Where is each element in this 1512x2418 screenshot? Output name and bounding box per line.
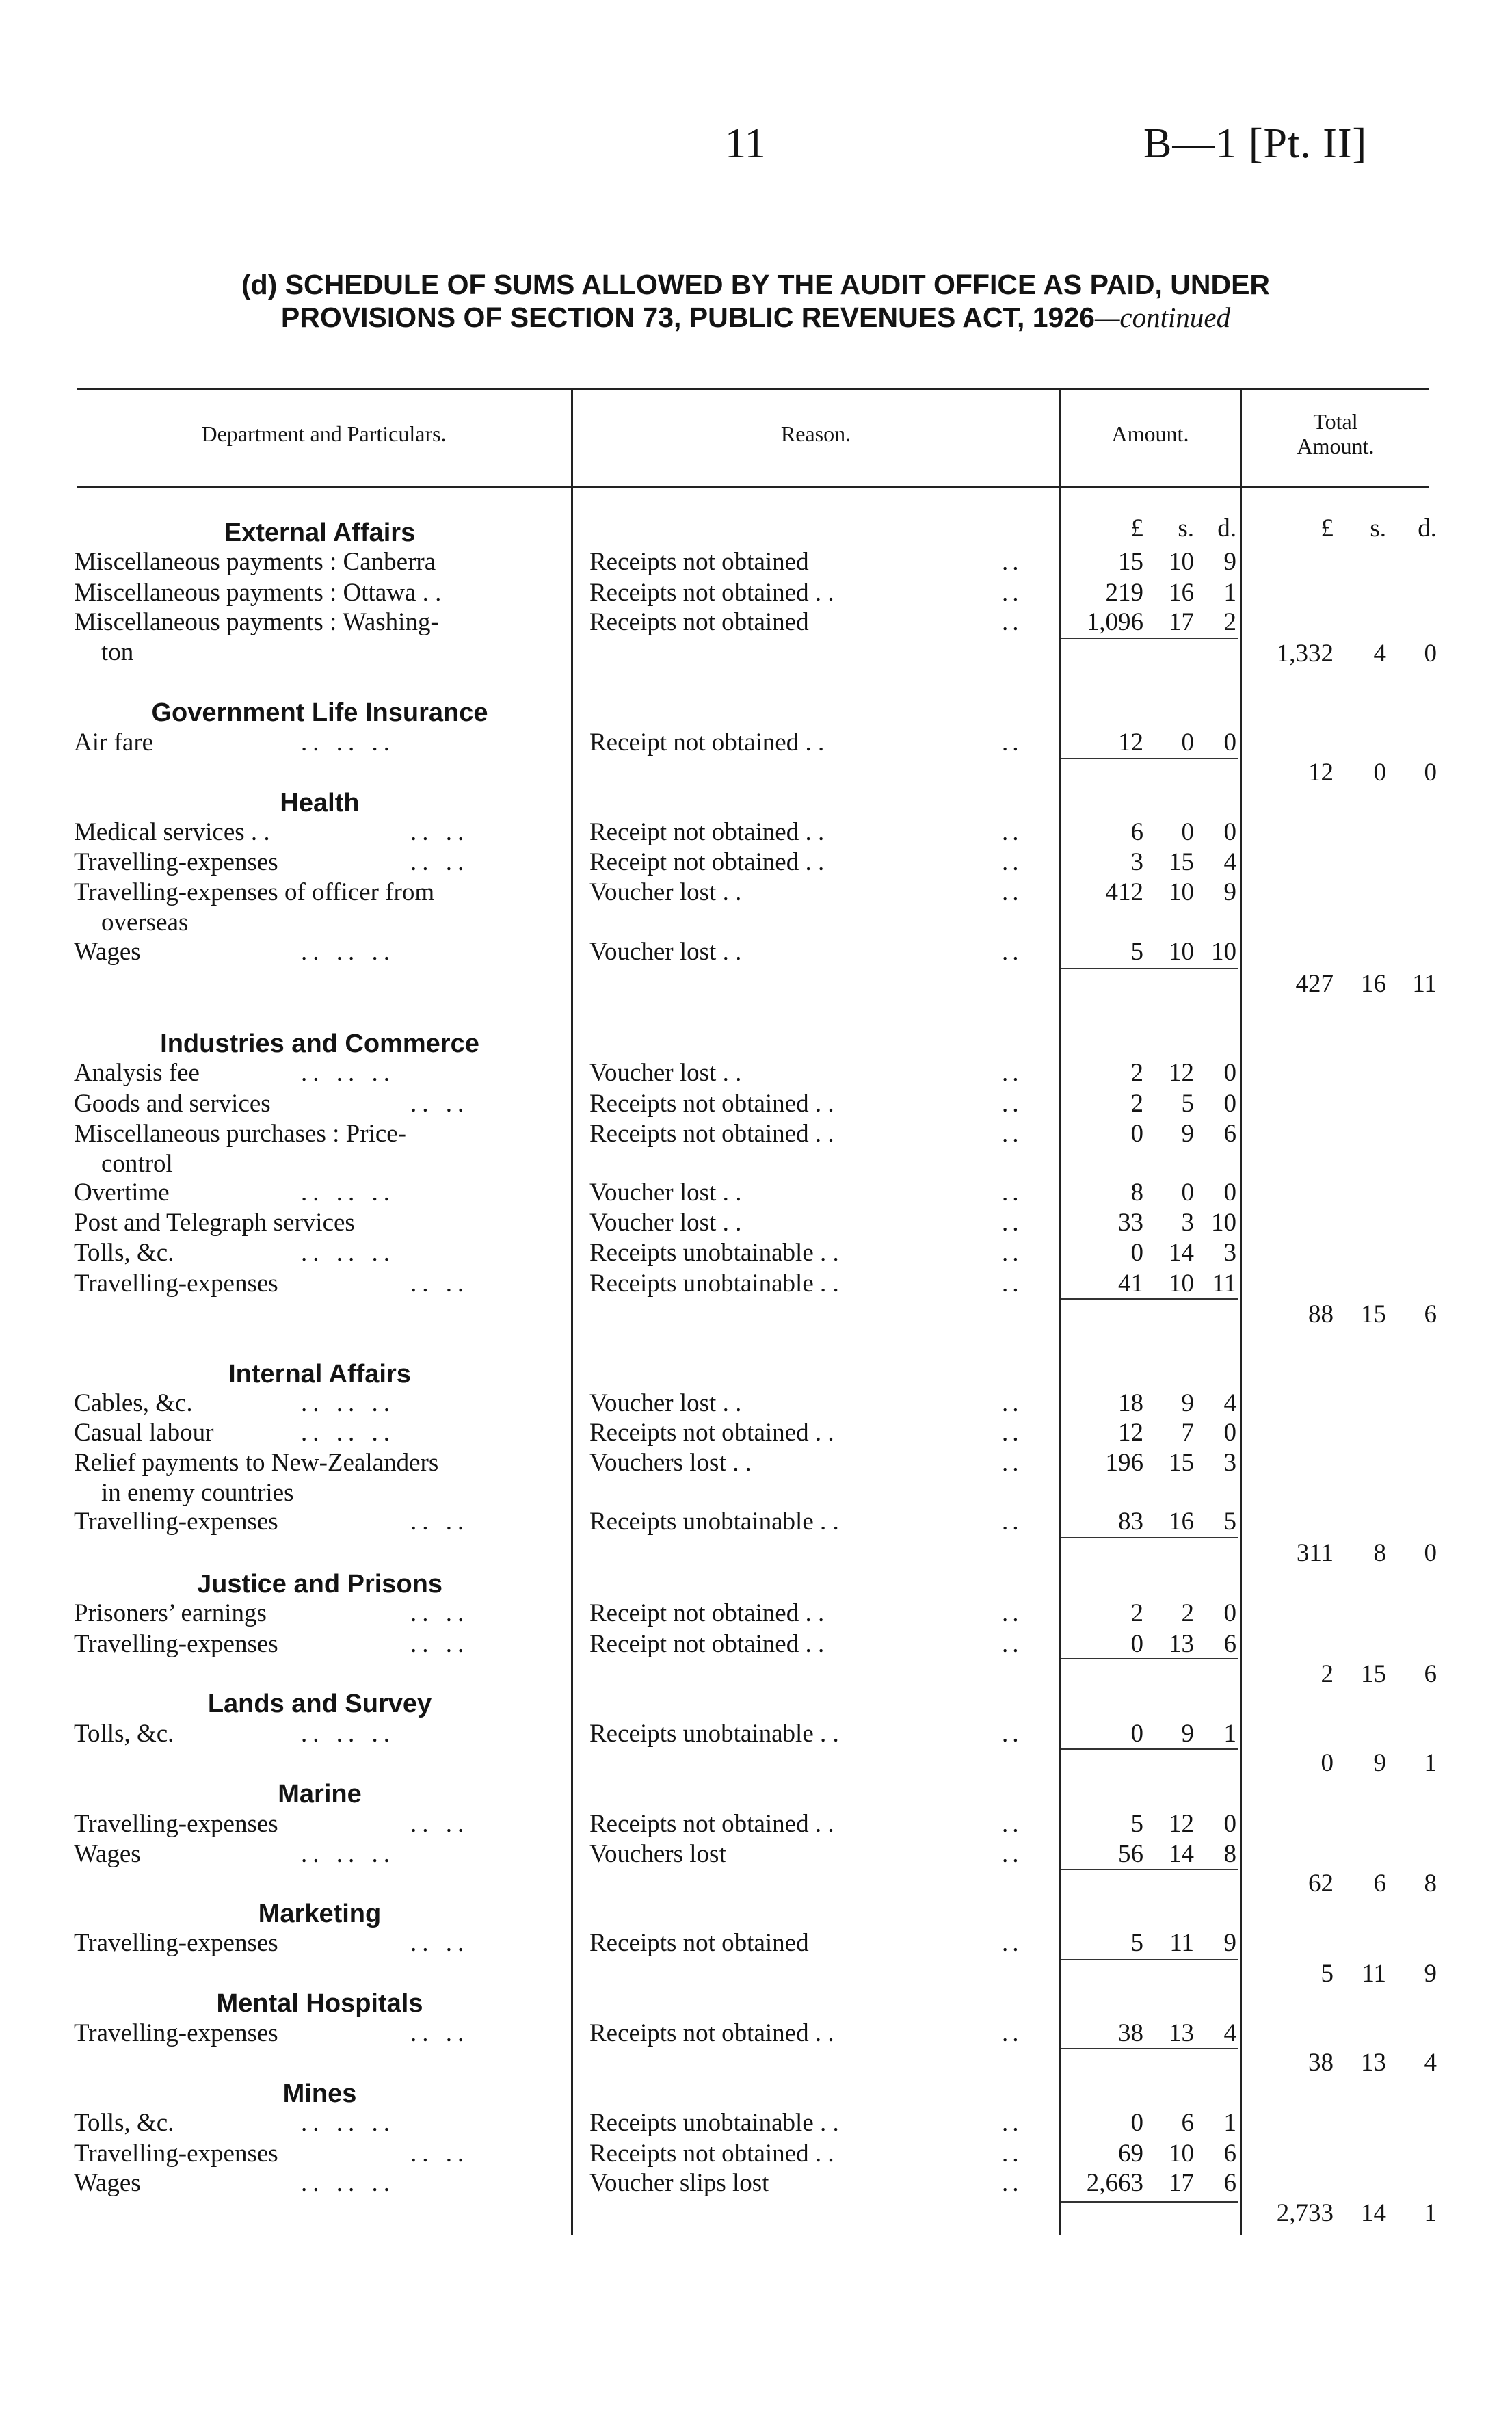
particular-leader-dots: .. .. .. bbox=[301, 1239, 395, 1267]
particulars-cell bbox=[74, 1208, 556, 1238]
particular-leader-dots: .. .. bbox=[410, 1508, 470, 1536]
pence-value: 4 bbox=[1223, 848, 1236, 876]
shillings-value: 14 bbox=[1169, 1239, 1194, 1267]
column-header-total bbox=[1242, 409, 1429, 458]
particular-leader-dots: .. .. .. bbox=[301, 728, 395, 757]
column-header-particulars: Department and Particulars. bbox=[201, 421, 447, 446]
particulars-cell bbox=[74, 1448, 556, 1508]
reason-leader-dots: .. bbox=[1002, 1059, 1023, 1087]
reason-cell: Receipts unobtainable . . bbox=[589, 2109, 839, 2137]
column-header-total-line-2: Amount. bbox=[1297, 434, 1375, 458]
pence-value: 6 bbox=[1223, 1630, 1236, 1658]
particular-text-continued: ton bbox=[101, 638, 134, 666]
particular-text: Travelling-expenses bbox=[74, 1508, 278, 1536]
section-heading: Industries and Commerce bbox=[160, 1029, 479, 1058]
particular-leader-dots: .. .. bbox=[410, 848, 470, 876]
shillings-value: 17 bbox=[1169, 608, 1194, 636]
pence-value: 6 bbox=[1424, 1300, 1437, 1328]
pounds-value: 5 bbox=[1130, 1810, 1143, 1838]
particular-text: Tolls, &c. bbox=[74, 1239, 174, 1267]
particular-text: Post and Telegraph services bbox=[74, 1209, 355, 1237]
pounds-value: 41 bbox=[1118, 1270, 1143, 1298]
pounds-value: 12 bbox=[1308, 759, 1334, 787]
particular-text: Air fare bbox=[74, 728, 154, 757]
shillings-value: 10 bbox=[1169, 878, 1194, 906]
pence-value: 0 bbox=[1223, 728, 1236, 757]
section-heading: Justice and Prisons bbox=[196, 1570, 442, 1599]
pence-value: 0 bbox=[1223, 1419, 1236, 1447]
reason-cell: Voucher slips lost bbox=[589, 2169, 769, 2197]
pounds-value: 5 bbox=[1130, 938, 1143, 966]
pounds-value: 219 bbox=[1105, 579, 1143, 607]
section-heading: Lands and Survey bbox=[207, 1690, 432, 1718]
shillings-value: 16 bbox=[1169, 579, 1194, 607]
pounds-value: 2 bbox=[1130, 1090, 1143, 1118]
reason-leader-dots: .. bbox=[1002, 579, 1023, 607]
particular-text: Cables, &c. bbox=[74, 1389, 193, 1417]
particular-text: Prisoners’ earnings bbox=[74, 1599, 267, 1627]
subtotal-rule bbox=[1061, 1658, 1238, 1659]
particular-leader-dots: .. .. .. bbox=[301, 1389, 395, 1417]
pounds-value: 12 bbox=[1118, 728, 1143, 757]
shillings-value: 0 bbox=[1181, 818, 1194, 846]
particulars-cell bbox=[74, 547, 556, 577]
pence-value: 11 bbox=[1212, 1270, 1236, 1298]
reason-cell: Receipt not obtained . . bbox=[589, 1599, 825, 1627]
subtotal-rule bbox=[1061, 1959, 1238, 1960]
pence-value: 10 bbox=[1211, 1209, 1236, 1237]
pence-value: 4 bbox=[1223, 2019, 1236, 2047]
particulars-cell bbox=[74, 1928, 556, 1958]
reason-leader-dots: .. bbox=[1002, 1929, 1023, 1957]
particulars-cell bbox=[74, 607, 556, 668]
reason-leader-dots: .. bbox=[1002, 1090, 1023, 1118]
particular-leader-dots: .. .. .. bbox=[301, 1059, 395, 1087]
reason-cell: Receipts not obtained bbox=[589, 548, 809, 576]
shillings-value: 9 bbox=[1181, 1120, 1194, 1148]
pence-value: 0 bbox=[1223, 1599, 1236, 1627]
pence-value: 6 bbox=[1223, 1120, 1236, 1148]
reason-leader-dots: .. bbox=[1002, 848, 1023, 876]
pence-value: 0 bbox=[1223, 1179, 1236, 1207]
particular-text: Travelling-expenses bbox=[74, 1929, 278, 1957]
pounds-value: 2 bbox=[1130, 1059, 1143, 1087]
subtotal-rule bbox=[1061, 758, 1238, 759]
reason-leader-dots: .. bbox=[1002, 1389, 1023, 1417]
shillings-value: 14 bbox=[1361, 2199, 1386, 2227]
shillings-value: 9 bbox=[1181, 1389, 1194, 1417]
reason-leader-dots: .. bbox=[1002, 608, 1023, 636]
shillings-value: 16 bbox=[1169, 1508, 1194, 1536]
reason-cell: Vouchers lost bbox=[589, 1840, 726, 1868]
column-header-amount: Amount. bbox=[1111, 421, 1189, 446]
particular-text: Travelling-expenses bbox=[74, 2140, 278, 2168]
pounds-value: 5 bbox=[1321, 1960, 1334, 1988]
pence-value: 0 bbox=[1424, 759, 1437, 787]
particular-text: Wages bbox=[74, 938, 141, 966]
shillings-symbol: s. bbox=[1370, 514, 1386, 542]
particular-text: Casual labour bbox=[74, 1419, 214, 1447]
pence-value: 3 bbox=[1223, 1239, 1236, 1267]
subtotal-rule bbox=[1061, 1748, 1238, 1750]
particular-leader-dots: .. .. bbox=[410, 1810, 470, 1838]
pence-value: 0 bbox=[1424, 1539, 1437, 1567]
pence-value: 10 bbox=[1211, 938, 1236, 966]
shillings-value: 9 bbox=[1373, 1749, 1386, 1777]
particular-text: Medical services . . bbox=[74, 818, 270, 846]
reason-leader-dots: .. bbox=[1002, 1179, 1023, 1207]
particulars-cell bbox=[74, 1599, 556, 1629]
pounds-value: 8 bbox=[1130, 1179, 1143, 1207]
reason-cell: Voucher lost . . bbox=[589, 1389, 742, 1417]
particulars-cell bbox=[74, 1629, 556, 1659]
particular-text-continued: control bbox=[101, 1150, 173, 1178]
reason-leader-dots: .. bbox=[1002, 1239, 1023, 1267]
reason-cell: Voucher lost . . bbox=[589, 938, 742, 966]
pounds-value: 18 bbox=[1118, 1389, 1143, 1417]
pounds-value: 196 bbox=[1105, 1449, 1143, 1477]
particular-leader-dots: .. .. .. bbox=[301, 1179, 395, 1207]
shillings-value: 15 bbox=[1361, 1300, 1386, 1328]
particular-leader-dots: .. .. bbox=[410, 2019, 470, 2047]
section-heading: Health bbox=[280, 789, 360, 817]
section-heading: Marketing bbox=[258, 1900, 382, 1928]
reason-leader-dots: .. bbox=[1002, 1508, 1023, 1536]
pounds-value: 62 bbox=[1308, 1869, 1334, 1897]
reason-leader-dots: .. bbox=[1002, 878, 1023, 906]
particular-text: Tolls, &c. bbox=[74, 2109, 174, 2137]
particular-leader-dots: .. .. bbox=[410, 2140, 470, 2168]
pounds-value: 0 bbox=[1130, 1239, 1143, 1267]
reason-cell: Voucher lost . . bbox=[589, 1179, 742, 1207]
shillings-value: 10 bbox=[1169, 548, 1194, 576]
pence-value: 4 bbox=[1424, 2049, 1437, 2077]
pounds-value: 1,332 bbox=[1276, 640, 1334, 668]
pence-value: 2 bbox=[1223, 608, 1236, 636]
reason-leader-dots: .. bbox=[1002, 818, 1023, 846]
pence-value: 5 bbox=[1223, 1508, 1236, 1536]
reason-leader-dots: .. bbox=[1002, 1630, 1023, 1658]
particulars-cell bbox=[74, 1119, 556, 1179]
shillings-value: 14 bbox=[1169, 1840, 1194, 1868]
particular-text: Travelling-expenses bbox=[74, 848, 278, 876]
shillings-value: 10 bbox=[1169, 938, 1194, 966]
particular-text: Tolls, &c. bbox=[74, 1720, 174, 1748]
particular-text: Travelling-expenses of officer from bbox=[74, 878, 435, 906]
particular-leader-dots: .. .. bbox=[410, 818, 470, 846]
pence-value: 0 bbox=[1223, 818, 1236, 846]
pence-value: 3 bbox=[1223, 1449, 1236, 1477]
shillings-value: 4 bbox=[1373, 640, 1386, 668]
pence-value: 6 bbox=[1223, 2169, 1236, 2197]
shillings-value: 13 bbox=[1169, 1630, 1194, 1658]
reason-leader-dots: .. bbox=[1002, 1209, 1023, 1237]
particulars-cell bbox=[74, 1089, 556, 1119]
reason-leader-dots: .. bbox=[1002, 2169, 1023, 2197]
shillings-value: 6 bbox=[1181, 2109, 1194, 2137]
reason-cell: Voucher lost . . bbox=[589, 1059, 742, 1087]
pounds-value: 0 bbox=[1130, 1630, 1143, 1658]
shillings-value: 2 bbox=[1181, 1599, 1194, 1627]
reason-cell: Receipts not obtained . . bbox=[589, 1810, 834, 1838]
pounds-value: 88 bbox=[1308, 1300, 1334, 1328]
shillings-value: 12 bbox=[1169, 1059, 1194, 1087]
particular-leader-dots: .. .. .. bbox=[301, 938, 395, 966]
particulars-cell bbox=[74, 2019, 556, 2049]
reason-leader-dots: .. bbox=[1002, 1449, 1023, 1477]
column-divider bbox=[571, 388, 573, 2235]
title-line-1: (d) SCHEDULE OF SUMS ALLOWED BY THE AUDIT OFFICE AS PAID, UNDER bbox=[241, 269, 1271, 300]
particular-text: Travelling-expenses bbox=[74, 1630, 278, 1658]
document-reference: B—1 [Pt. II] bbox=[1143, 120, 1368, 167]
particular-text: Miscellaneous payments : Washing- bbox=[74, 608, 439, 636]
column-header-reason: Reason. bbox=[780, 421, 851, 446]
shillings-value: 16 bbox=[1361, 970, 1386, 998]
pence-value: 1 bbox=[1223, 2109, 1236, 2137]
reason-cell: Voucher lost . . bbox=[589, 878, 742, 906]
shillings-symbol: s. bbox=[1178, 514, 1194, 542]
subtotal-rule bbox=[1061, 638, 1238, 639]
particulars-cell bbox=[74, 1269, 556, 1299]
pence-value: 1 bbox=[1424, 2199, 1437, 2227]
section-heading: Mines bbox=[282, 2079, 357, 2108]
pounds-value: 0 bbox=[1130, 1720, 1143, 1748]
particulars-cell bbox=[74, 847, 556, 878]
shillings-value: 0 bbox=[1181, 728, 1194, 757]
particular-text: Analysis fee bbox=[74, 1059, 200, 1087]
pounds-value: 6 bbox=[1130, 818, 1143, 846]
pence-value: 0 bbox=[1223, 1810, 1236, 1838]
reason-cell: Receipts unobtainable . . bbox=[589, 1508, 839, 1536]
shillings-value: 9 bbox=[1181, 1720, 1194, 1748]
particular-text: Wages bbox=[74, 1840, 141, 1868]
pence-value: 0 bbox=[1424, 640, 1437, 668]
shillings-value: 10 bbox=[1169, 2140, 1194, 2168]
reason-cell: Receipts not obtained bbox=[589, 1929, 809, 1957]
column-header-total-line-1: Total bbox=[1313, 409, 1358, 434]
reason-cell: Receipts not obtained . . bbox=[589, 2019, 834, 2047]
pounds-value: 2,663 bbox=[1086, 2169, 1143, 2197]
reason-cell: Receipts unobtainable . . bbox=[589, 1270, 839, 1298]
title-line-2: PROVISIONS OF SECTION 73, PUBLIC REVENUES ACT, 1926 bbox=[280, 302, 1095, 333]
pounds-value: 56 bbox=[1118, 1840, 1143, 1868]
title-continued: —continued bbox=[1094, 302, 1231, 333]
pounds-value: 427 bbox=[1295, 970, 1334, 998]
particular-leader-dots: .. .. .. bbox=[301, 2169, 395, 2197]
table-header-rule bbox=[77, 486, 1429, 488]
particular-leader-dots: .. .. .. bbox=[301, 1840, 395, 1868]
section-heading: External Affairs bbox=[224, 518, 416, 547]
shillings-value: 6 bbox=[1373, 1869, 1386, 1897]
shillings-value: 13 bbox=[1361, 2049, 1386, 2077]
particular-text: Travelling-expenses bbox=[74, 2019, 278, 2047]
particular-leader-dots: .. .. .. bbox=[301, 1419, 395, 1447]
pence-value: 9 bbox=[1223, 878, 1236, 906]
particulars-cell bbox=[74, 2139, 556, 2169]
subtotal-rule bbox=[1061, 2048, 1238, 2049]
subtotal-rule bbox=[1061, 1869, 1238, 1870]
reason-cell: Receipts unobtainable . . bbox=[589, 1720, 839, 1748]
section-heading: Marine bbox=[278, 1780, 362, 1809]
pounds-value: 69 bbox=[1118, 2140, 1143, 2168]
reason-leader-dots: .. bbox=[1002, 2019, 1023, 2047]
particular-leader-dots: .. .. bbox=[410, 1270, 470, 1298]
particular-leader-dots: .. .. bbox=[410, 1630, 470, 1658]
pence-value: 11 bbox=[1412, 970, 1437, 998]
subtotal-rule bbox=[1061, 2201, 1238, 2203]
reason-cell: Receipt not obtained . . bbox=[589, 818, 825, 846]
pence-value: 9 bbox=[1223, 548, 1236, 576]
reason-leader-dots: .. bbox=[1002, 1599, 1023, 1627]
pounds-symbol: £ bbox=[1130, 514, 1143, 542]
reason-leader-dots: .. bbox=[1002, 1419, 1023, 1447]
shillings-value: 7 bbox=[1181, 1419, 1194, 1447]
pounds-value: 15 bbox=[1118, 548, 1143, 576]
pounds-value: 12 bbox=[1118, 1419, 1143, 1447]
particular-text: Miscellaneous purchases : Price- bbox=[74, 1120, 406, 1148]
shillings-value: 8 bbox=[1373, 1539, 1386, 1567]
particular-text: Wages bbox=[74, 2169, 141, 2197]
subtotal-rule bbox=[1061, 1298, 1238, 1300]
section-heading: Mental Hospitals bbox=[216, 1989, 423, 2018]
particulars-cell bbox=[74, 817, 556, 847]
pounds-value: 2 bbox=[1130, 1599, 1143, 1627]
shillings-value: 5 bbox=[1181, 1090, 1194, 1118]
pence-value: 1 bbox=[1223, 1720, 1236, 1748]
reason-cell: Receipts not obtained . . bbox=[589, 1090, 834, 1118]
reason-leader-dots: .. bbox=[1002, 2140, 1023, 2168]
section-heading: Internal Affairs bbox=[228, 1360, 411, 1389]
pence-value: 0 bbox=[1223, 1090, 1236, 1118]
shillings-value: 0 bbox=[1181, 1179, 1194, 1207]
pounds-value: 311 bbox=[1296, 1539, 1334, 1567]
reason-leader-dots: .. bbox=[1002, 1120, 1023, 1148]
page-number: 11 bbox=[725, 120, 766, 167]
reason-cell: Receipts unobtainable . . bbox=[589, 1239, 839, 1267]
pounds-value: 0 bbox=[1130, 2109, 1143, 2137]
pounds-value: 38 bbox=[1118, 2019, 1143, 2047]
particular-leader-dots: .. .. bbox=[410, 1929, 470, 1957]
pence-symbol: d. bbox=[1217, 514, 1236, 542]
particular-text: Goods and services bbox=[74, 1090, 271, 1118]
shillings-value: 0 bbox=[1373, 759, 1386, 787]
reason-leader-dots: .. bbox=[1002, 2109, 1023, 2137]
reason-cell: Voucher lost . . bbox=[589, 1209, 742, 1237]
shillings-value: 15 bbox=[1361, 1660, 1386, 1688]
particular-text: Travelling-expenses bbox=[74, 1810, 278, 1838]
reason-leader-dots: .. bbox=[1002, 728, 1023, 757]
pounds-value: 1,096 bbox=[1086, 608, 1143, 636]
schedule-title bbox=[82, 268, 1429, 334]
shillings-value: 12 bbox=[1169, 1810, 1194, 1838]
pence-value: 8 bbox=[1223, 1840, 1236, 1868]
reason-cell: Receipts not obtained . . bbox=[589, 1120, 834, 1148]
particulars-cell bbox=[74, 878, 556, 938]
pounds-value: 2 bbox=[1321, 1660, 1334, 1688]
section-heading: Government Life Insurance bbox=[151, 698, 488, 727]
particular-leader-dots: .. .. bbox=[410, 1090, 470, 1118]
reason-leader-dots: .. bbox=[1002, 1810, 1023, 1838]
subtotal-rule bbox=[1061, 1537, 1238, 1538]
particular-text-continued: in enemy countries bbox=[101, 1479, 294, 1507]
reason-cell: Receipts not obtained . . bbox=[589, 1419, 834, 1447]
particular-text: Miscellaneous payments : Canberra bbox=[74, 548, 436, 576]
pounds-symbol: £ bbox=[1321, 514, 1334, 542]
reason-cell: Vouchers lost . . bbox=[589, 1449, 752, 1477]
reason-leader-dots: .. bbox=[1002, 1720, 1023, 1748]
pounds-value: 33 bbox=[1118, 1209, 1143, 1237]
pence-value: 6 bbox=[1424, 1660, 1437, 1688]
pence-value: 0 bbox=[1223, 1059, 1236, 1087]
pounds-value: 38 bbox=[1308, 2049, 1334, 2077]
particular-leader-dots: .. .. .. bbox=[301, 1720, 395, 1748]
column-divider bbox=[1240, 388, 1242, 2235]
shillings-value: 11 bbox=[1362, 1960, 1386, 1988]
pence-value: 4 bbox=[1223, 1389, 1236, 1417]
shillings-value: 15 bbox=[1169, 848, 1194, 876]
reason-leader-dots: .. bbox=[1002, 1840, 1023, 1868]
table-top-rule bbox=[77, 388, 1429, 390]
pounds-value: 83 bbox=[1118, 1508, 1143, 1536]
pounds-value: 0 bbox=[1130, 1120, 1143, 1148]
reason-cell: Receipt not obtained . . bbox=[589, 728, 825, 757]
shillings-value: 17 bbox=[1169, 2169, 1194, 2197]
pounds-value: 412 bbox=[1105, 878, 1143, 906]
particulars-cell bbox=[74, 578, 556, 608]
reason-cell: Receipts not obtained bbox=[589, 608, 809, 636]
shillings-value: 3 bbox=[1181, 1209, 1194, 1237]
particulars-cell bbox=[74, 1809, 556, 1839]
shillings-value: 11 bbox=[1169, 1929, 1194, 1957]
shillings-value: 15 bbox=[1169, 1449, 1194, 1477]
reason-leader-dots: .. bbox=[1002, 1270, 1023, 1298]
particular-text: Miscellaneous payments : Ottawa . . bbox=[74, 579, 442, 607]
reason-leader-dots: .. bbox=[1002, 938, 1023, 966]
pence-value: 6 bbox=[1223, 2140, 1236, 2168]
pence-value: 1 bbox=[1424, 1749, 1437, 1777]
pence-symbol: d. bbox=[1418, 514, 1437, 542]
particular-leader-dots: .. .. bbox=[410, 1599, 470, 1627]
reason-leader-dots: .. bbox=[1002, 548, 1023, 576]
reason-cell: Receipts not obtained . . bbox=[589, 579, 834, 607]
reason-cell: Receipts not obtained . . bbox=[589, 2140, 834, 2168]
pence-value: 8 bbox=[1424, 1869, 1437, 1897]
pounds-value: 0 bbox=[1321, 1749, 1334, 1777]
particular-text: Travelling-expenses bbox=[74, 1270, 278, 1298]
reason-cell: Receipt not obtained . . bbox=[589, 848, 825, 876]
shillings-value: 10 bbox=[1169, 1270, 1194, 1298]
particular-text: Overtime bbox=[74, 1179, 170, 1207]
pence-value: 1 bbox=[1223, 579, 1236, 607]
particular-leader-dots: .. .. .. bbox=[301, 2109, 395, 2137]
particular-text: Relief payments to New-Zealanders bbox=[74, 1449, 439, 1477]
pounds-value: 5 bbox=[1130, 1929, 1143, 1957]
pounds-value: 2,733 bbox=[1276, 2199, 1334, 2227]
pence-value: 9 bbox=[1424, 1960, 1437, 1988]
shillings-value: 13 bbox=[1169, 2019, 1194, 2047]
subtotal-rule bbox=[1061, 968, 1238, 969]
pounds-value: 3 bbox=[1130, 848, 1143, 876]
reason-cell: Receipt not obtained . . bbox=[589, 1630, 825, 1658]
pence-value: 9 bbox=[1223, 1929, 1236, 1957]
particular-text-continued: overseas bbox=[101, 908, 189, 936]
particulars-cell bbox=[74, 1507, 556, 1537]
